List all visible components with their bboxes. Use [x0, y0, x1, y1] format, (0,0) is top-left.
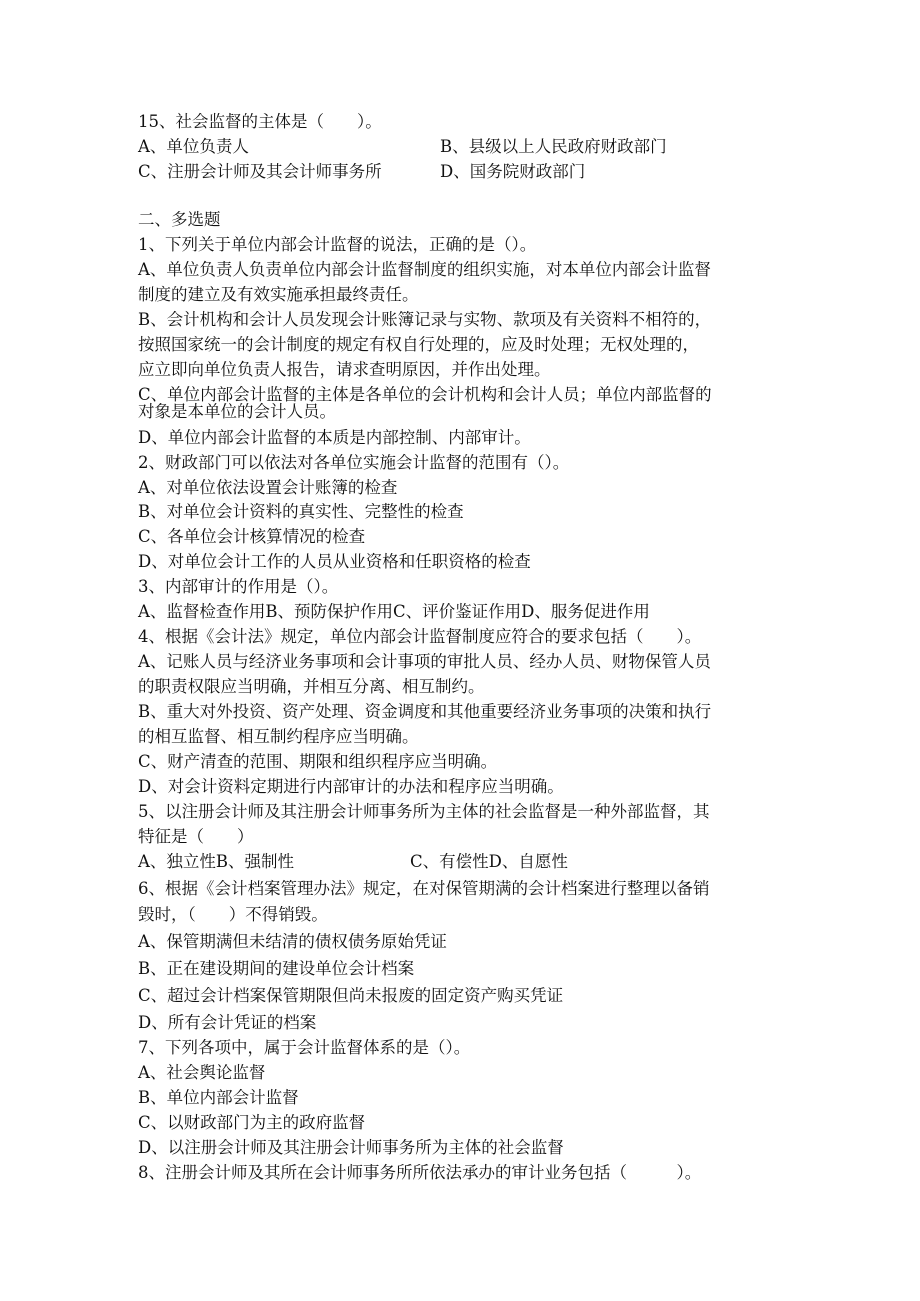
q7-stem: 7、下列各项中，属于会计监督体系的是（）。 — [138, 1038, 471, 1057]
q5-stem-line2: 特征是（ ） — [138, 827, 254, 846]
q7-option-b: B、单位内部会计监督 — [138, 1088, 299, 1107]
q15-stem: 15、社会监督的主体是（ ）。 — [138, 112, 382, 131]
q2-option-d: D、对单位会计工作的人员从业资格和任职资格的检查 — [138, 552, 531, 571]
q2-stem: 2、财政部门可以依法对各单位实施会计监督的范围有（）。 — [138, 453, 570, 472]
q2-option-c: C、各单位会计核算情况的检查 — [138, 527, 366, 546]
q3-options: A、监督检查作用B、预防保护作用C、评价鉴证作用D、服务促进作用 — [138, 602, 650, 621]
q15-option-d: D、国务院财政部门 — [440, 162, 586, 181]
q2-option-a: A、对单位依法设置会计账簿的检查 — [138, 478, 398, 497]
q1-option-a-line2: 制度的建立及有效实施承担最终责任。 — [138, 285, 419, 304]
q1-option-a-line1: A、单位负责人负责单位内部会计监督制度的组织实施，对本单位内部会计监督 — [138, 260, 711, 279]
q4-option-b-line1: B、重大对外投资、资产处理、资金调度和其他重要经济业务事项的决策和执行 — [138, 702, 712, 721]
q3-stem: 3、内部审计的作用是（）。 — [138, 577, 339, 596]
q1-option-c-line1: C、单位内部会计监督的主体是各单位的会计机构和会计人员；单位内部监督的 — [138, 385, 712, 404]
q4-option-a-line2: 的职责权限应当明确，并相互分离、相互制约。 — [138, 677, 485, 696]
q1-option-c-line2: 对象是本单位的会计人员。 — [138, 402, 336, 421]
q1-option-b-line1: B、会计机构和会计人员发现会计账簿记录与实物、款项及有关资料不相符的， — [138, 310, 712, 329]
q6-option-c: C、超过会计档案保管期限但尚未报废的固定资产购买凭证 — [138, 986, 564, 1005]
q15-option-c: C、注册会计师及其会计师事务所 — [138, 162, 382, 181]
q1-option-b-line3: 应立即向单位负责人报告，请求查明原因，并作出处理。 — [138, 360, 551, 379]
q4-option-d: D、对会计资料定期进行内部审计的办法和程序应当明确。 — [138, 777, 564, 796]
q7-option-d: D、以注册会计师及其注册会计师事务所为主体的社会监督 — [138, 1138, 564, 1157]
q1-stem: 1、下列关于单位内部会计监督的说法，正确的是（）。 — [138, 235, 537, 254]
q1-option-d: D、单位内部会计监督的本质是内部控制、内部审计。 — [138, 428, 531, 447]
q2-option-b: B、对单位会计资料的真实性、完整性的检查 — [138, 502, 464, 521]
q4-option-c: C、财产清查的范围、期限和组织程序应当明确。 — [138, 752, 498, 771]
q6-stem-line1: 6、根据《会计档案管理办法》规定，在对保管期满的会计档案进行整理以备销 — [138, 879, 710, 898]
q4-option-a-line1: A、记账人员与经济业务事项和会计事项的审批人员、经办人员、财物保管人员 — [138, 652, 711, 671]
q15-option-a: A、单位负责人 — [138, 137, 249, 156]
q5-stem-line1: 5、以注册会计师及其注册会计师事务所为主体的社会监督是一种外部监督，其 — [138, 802, 710, 821]
q6-option-a: A、保管期满但未结清的债权债务原始凭证 — [138, 932, 447, 951]
q6-stem-line2: 毁时，（ ）不得销毁。 — [138, 905, 328, 924]
q4-stem: 4、根据《会计法》规定，单位内部会计监督制度应符合的要求包括（ ）。 — [138, 627, 702, 646]
q15-option-b: B、县级以上人民政府财政部门 — [440, 137, 667, 156]
q5-options-cd: C、有偿性D、自愿性 — [410, 852, 568, 871]
q1-option-b-line2: 按照国家统一的会计制度的规定有权自行处理的，应及时处理；无权处理的， — [138, 335, 699, 354]
q4-option-b-line2: 的相互监督、相互制约程序应当明确。 — [138, 727, 419, 746]
q5-options-ab: A、独立性B、强制性 — [138, 852, 295, 871]
section-heading: 二、多选题 — [138, 210, 221, 229]
q7-option-a: A、社会舆论监督 — [138, 1063, 266, 1082]
q6-option-d: D、所有会计凭证的档案 — [138, 1013, 317, 1032]
q7-option-c: C、以财政部门为主的政府监督 — [138, 1113, 366, 1132]
q8-stem: 8、注册会计师及其所在会计师事务所所依法承办的审计业务包括（ ）。 — [138, 1163, 702, 1182]
q6-option-b: B、正在建设期间的建设单位会计档案 — [138, 959, 415, 978]
